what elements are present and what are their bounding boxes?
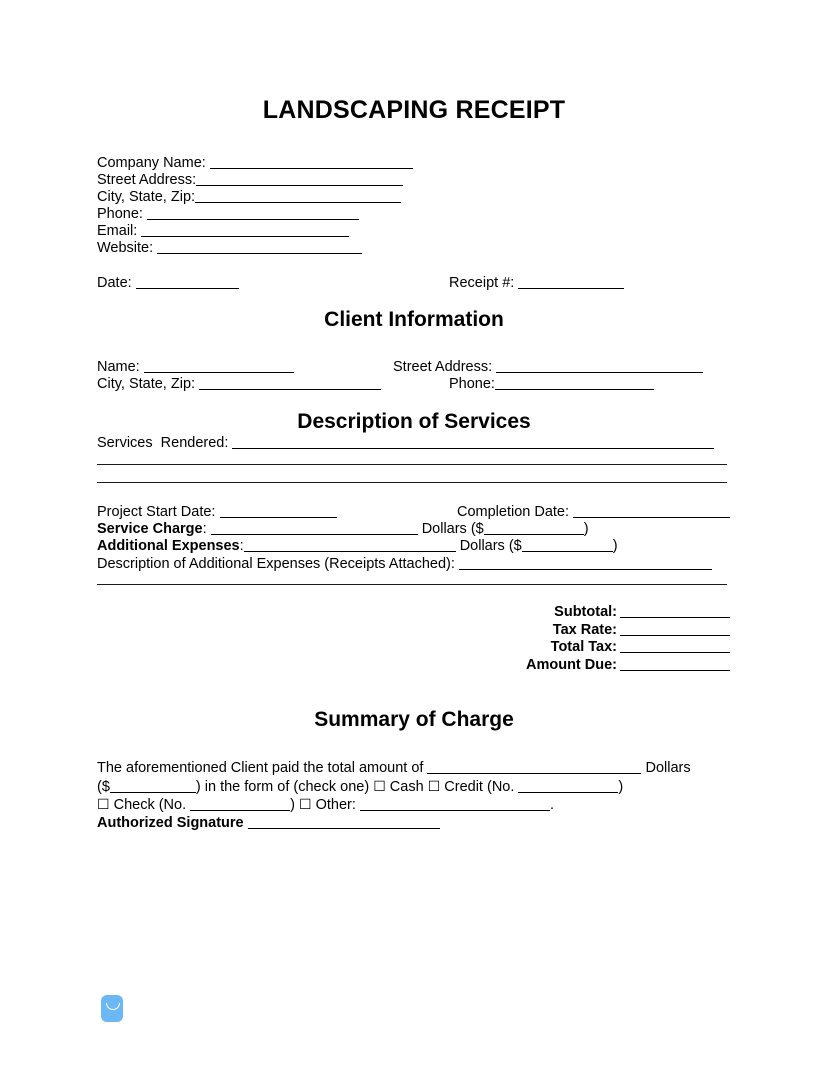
completion-date-row [457,504,730,521]
amount-due-row [410,657,730,675]
company-website-row [97,240,362,257]
project-start-date-input[interactable] [220,506,337,518]
check-number-input[interactable] [190,799,290,811]
client-phone-label: Phone: [449,376,495,392]
amount-due-label: Amount Due: [525,656,617,673]
subtotal-row [410,604,730,622]
amount-words-input[interactable] [427,762,641,774]
services-rendered-label: Services Rendered: [97,435,229,451]
service-charge-colon: : [202,521,207,537]
totals-block [410,604,730,674]
completion-date-label: Completion Date: [457,504,570,520]
client-city-row [97,376,381,393]
client-city-input[interactable] [199,378,381,390]
service-charge-dollars-label: Dollars ($ [421,521,484,537]
service-charge-paren: ) [583,521,589,537]
authorized-signature-row [97,815,440,832]
description-of-services-heading: Description of Services [297,410,531,433]
completion-date-input[interactable] [573,506,730,518]
credit-number-input[interactable] [518,781,618,793]
company-email-row [97,223,349,240]
company-street-row [97,172,403,189]
project-start-date-label: Project Start Date: [97,504,216,520]
client-name-input[interactable] [144,361,294,373]
service-charge-words-input[interactable] [211,523,418,535]
receipt-number-label: Receipt #: [449,275,515,291]
check-checkbox[interactable]: ☐ [97,796,110,812]
tax-rate-label: Tax Rate: [552,621,617,638]
company-city-row [97,189,401,206]
client-phone-row [449,376,654,393]
company-website-label: Website: [97,240,154,256]
company-city-input[interactable] [195,191,401,203]
summary-period: . [549,797,554,813]
company-email-label: Email: [97,223,138,239]
project-start-date-row [97,504,337,521]
tax-rate-input[interactable] [620,624,730,636]
services-rendered-input[interactable] [232,437,714,449]
service-charge-amount-input[interactable] [484,523,584,535]
additional-expenses-colon: : [239,538,244,554]
service-charge-label: Service Charge [97,521,203,537]
total-tax-input[interactable] [620,641,730,653]
services-rule-2[interactable] [97,482,727,483]
cash-label: Cash [385,779,428,795]
summary-line-2 [97,778,623,796]
client-phone-input[interactable] [495,378,654,390]
client-street-label: Street Address: [393,359,493,375]
other-checkbox[interactable]: ☐ [299,796,312,812]
company-phone-label: Phone: [97,206,143,222]
check-label: Check (No. [109,797,191,813]
summary-text-c: ($ [97,779,110,795]
summary-text-d: ) in the form of (check one) [195,779,374,795]
company-email-input[interactable] [141,225,349,237]
amount-numeric-input[interactable] [110,781,196,793]
summary-line-3 [97,796,554,814]
client-street-input[interactable] [496,361,703,373]
receipt-number-input[interactable] [518,277,624,289]
service-charge-row [97,521,589,538]
other-label: Other: [311,797,360,813]
services-rule-3[interactable] [97,584,727,585]
client-information-heading: Client Information [324,308,504,331]
company-phone-input[interactable] [147,208,359,220]
authorized-signature-input[interactable] [248,817,440,829]
additional-expenses-row [97,538,618,555]
subtotal-label: Subtotal: [554,604,617,620]
services-rendered-row [97,435,714,452]
company-phone-row [97,206,359,223]
other-input[interactable] [360,799,550,811]
client-city-label: City, State, Zip: [97,376,196,392]
date-row [97,275,239,292]
additional-expenses-dollars-label: Dollars ($ [459,538,522,554]
additional-description-input[interactable] [459,558,712,570]
summary-text-a: The aforementioned Client paid the total amount of [97,760,428,776]
summary-text-b: Dollars [641,760,691,776]
cash-checkbox[interactable]: ☐ [373,778,386,794]
company-name-input[interactable] [210,157,413,169]
receipt-number-row [449,275,624,292]
company-name-label: Company Name: [97,155,206,171]
smile-arc-icon [106,1003,120,1010]
check-paren: ) [290,797,300,813]
client-name-label: Name: [97,359,140,375]
page-title: LANDSCAPING RECEIPT [262,96,566,124]
rounded-square-smile-logo-icon [101,995,123,1022]
company-website-input[interactable] [157,242,362,254]
additional-description-row [97,556,712,573]
additional-expenses-paren: ) [612,538,618,554]
summary-line-1 [97,760,691,777]
total-tax-row [410,639,730,657]
company-street-input[interactable] [196,174,403,186]
tax-rate-row [410,622,730,640]
company-city-label: City, State, Zip: [97,189,196,205]
company-name-row [97,155,413,172]
additional-expenses-label: Additional Expenses [97,538,240,554]
additional-expenses-words-input[interactable] [244,540,456,552]
subtotal-input[interactable] [620,606,730,618]
additional-description-label: Description of Additional Expenses (Receipts Attached): [97,556,455,572]
credit-checkbox[interactable]: ☐ [427,778,441,794]
services-rule-1[interactable] [97,464,727,465]
client-street-row [393,359,703,376]
authorized-signature-label: Authorized Signature [97,815,244,831]
additional-expenses-amount-input[interactable] [522,540,613,552]
credit-paren: ) [618,779,624,795]
amount-due-input[interactable] [620,659,730,671]
date-input[interactable] [136,277,239,289]
total-tax-label: Total Tax: [550,639,617,655]
summary-of-charge-heading: Summary of Charge [314,708,514,731]
date-label: Date: [97,275,132,291]
client-name-row [97,359,294,376]
company-street-label: Street Address: [97,172,197,188]
credit-label: Credit (No. [440,779,519,795]
